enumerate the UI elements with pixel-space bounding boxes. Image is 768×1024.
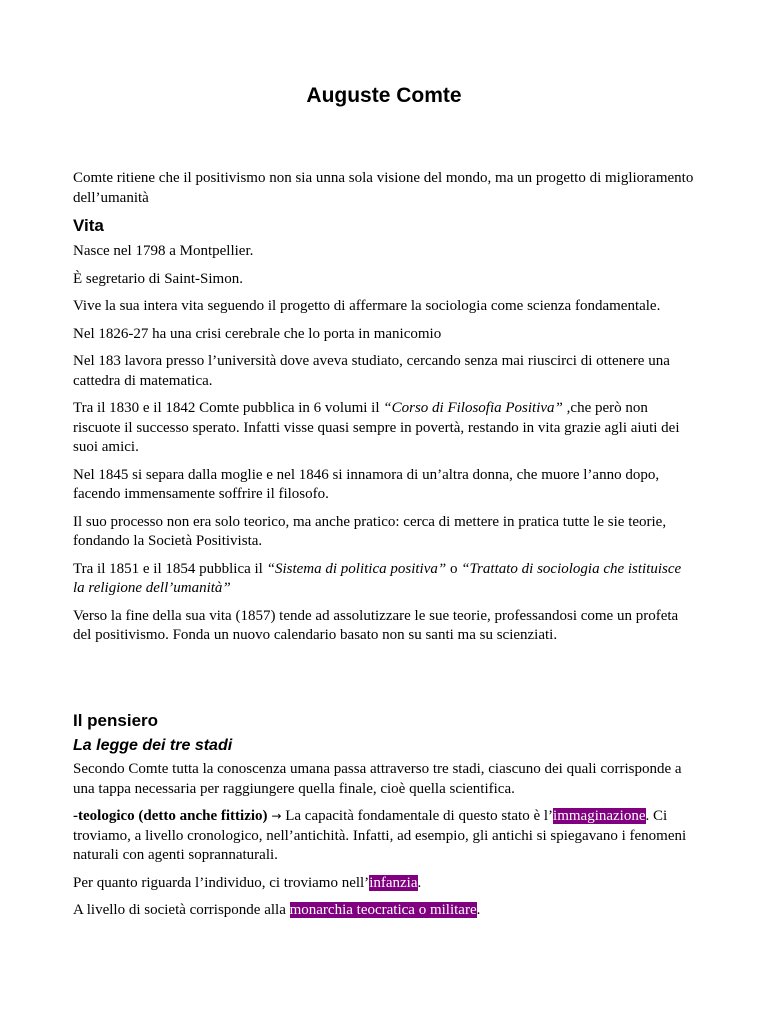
stadio-teologico-label: -teologico (detto anche fittizio)	[73, 808, 268, 824]
vita-paragraph-3: Vive la sua intera vita seguendo il progetto di affermare la sociologia come scienza fondamentale.	[73, 298, 661, 314]
pensiero-paragraph-1: Secondo Comte tutta la conoscenza umana passa attraverso tre stadi, ciascuno dei quali corrisponde a una tappa necessaria per raggiungere quella finale, cioè quella scientifica.	[73, 761, 682, 797]
highlight-immaginazione: immaginazione	[553, 808, 646, 824]
text: Tra il 1830 e il 1842 Comte pubblica in 6 volumi il	[73, 400, 384, 416]
book-title-trattato: “Trattato di sociologia che istituisce la religione dell’umanità”	[73, 560, 682, 596]
intro-paragraph: Comte ritiene che il positivismo non sia unna sola visione del mondo, ma un progetto di miglioramento dell’umanità	[73, 170, 694, 206]
vita-paragraph-6	[73, 399, 695, 458]
book-title-corso: “Corso di Filosofia Positiva”	[383, 400, 563, 416]
heading-pensiero: Il pensiero	[73, 711, 159, 730]
document-title: Auguste Comte	[306, 84, 462, 107]
book-title-sistema: “Sistema di politica positiva”	[266, 560, 447, 577]
text: Tra il 1851 e il 1854 pubblica il	[73, 560, 267, 577]
text: Per quanto riguarda l’individuo, ci troviamo nell’	[73, 874, 370, 891]
vita-paragraph-2: È segretario di Saint-Simon.	[73, 270, 243, 287]
highlight-monarchia: monarchia teocratica o militare	[289, 902, 477, 918]
section-pensiero	[73, 711, 695, 929]
vita-paragraph-9	[73, 560, 695, 599]
text: La capacità fondamentale di questo stato è l’	[285, 808, 554, 824]
text: o	[446, 560, 462, 577]
text: . Ci troviamo, a livello cronologico, nell’antichità. Infatti, ad esempio, gli antichi si spiegavano i fenomeni naturali con agenti soprannaturali.	[73, 808, 687, 863]
subheading-tre-stadi: La legge dei tre stadi	[73, 737, 233, 754]
text: ,che però non riscuote il successo sperato. Infatti visse quasi sempre in povertà, restando in vita grazie agli aiuti dei suoi amici.	[73, 400, 680, 455]
vita-paragraph-5: Nel 183 lavora presso l’università dove aveva studiato, cercando senza mai riuscirci di ottenere una cattedra di matematica.	[73, 353, 670, 389]
vita-paragraph-7: Nel 1845 si separa dalla moglie e nel 1846 si innamora di un’altra donna, che muore l’anno dopo, facendo immensamente soffrire il filosofo.	[73, 466, 660, 502]
text: .	[417, 874, 422, 891]
vita-paragraph-8: Il suo processo non era solo teorico, ma anche pratico: cerca di mettere in pratica tutte le sie teorie, fondando la Società Positivista.	[73, 513, 667, 549]
arrow-right-icon: →	[267, 809, 286, 823]
vita-paragraph-1: Nasce nel 1798 a Montpellier.	[73, 243, 254, 259]
heading-vita: Vita	[73, 216, 104, 235]
text: .	[476, 902, 481, 918]
pensiero-paragraph-2	[73, 807, 695, 866]
text: A livello di società corrisponde alla	[73, 902, 290, 918]
pensiero-paragraph-3	[73, 874, 695, 894]
vita-paragraph-4: Nel 1826-27 ha una crisi cerebrale che lo porta in manicomio	[73, 325, 442, 342]
highlight-infanzia: infanzia	[369, 874, 418, 891]
vita-paragraph-10: Verso la fine della sua vita (1857) tende ad assolutizzare le sue teorie, professandosi come un profeta del positivismo. Fonda un nuovo calendario basato non su santi ma su scienziati.	[73, 607, 679, 643]
section-intro-vita	[73, 169, 695, 654]
pensiero-paragraph-4	[73, 901, 695, 921]
